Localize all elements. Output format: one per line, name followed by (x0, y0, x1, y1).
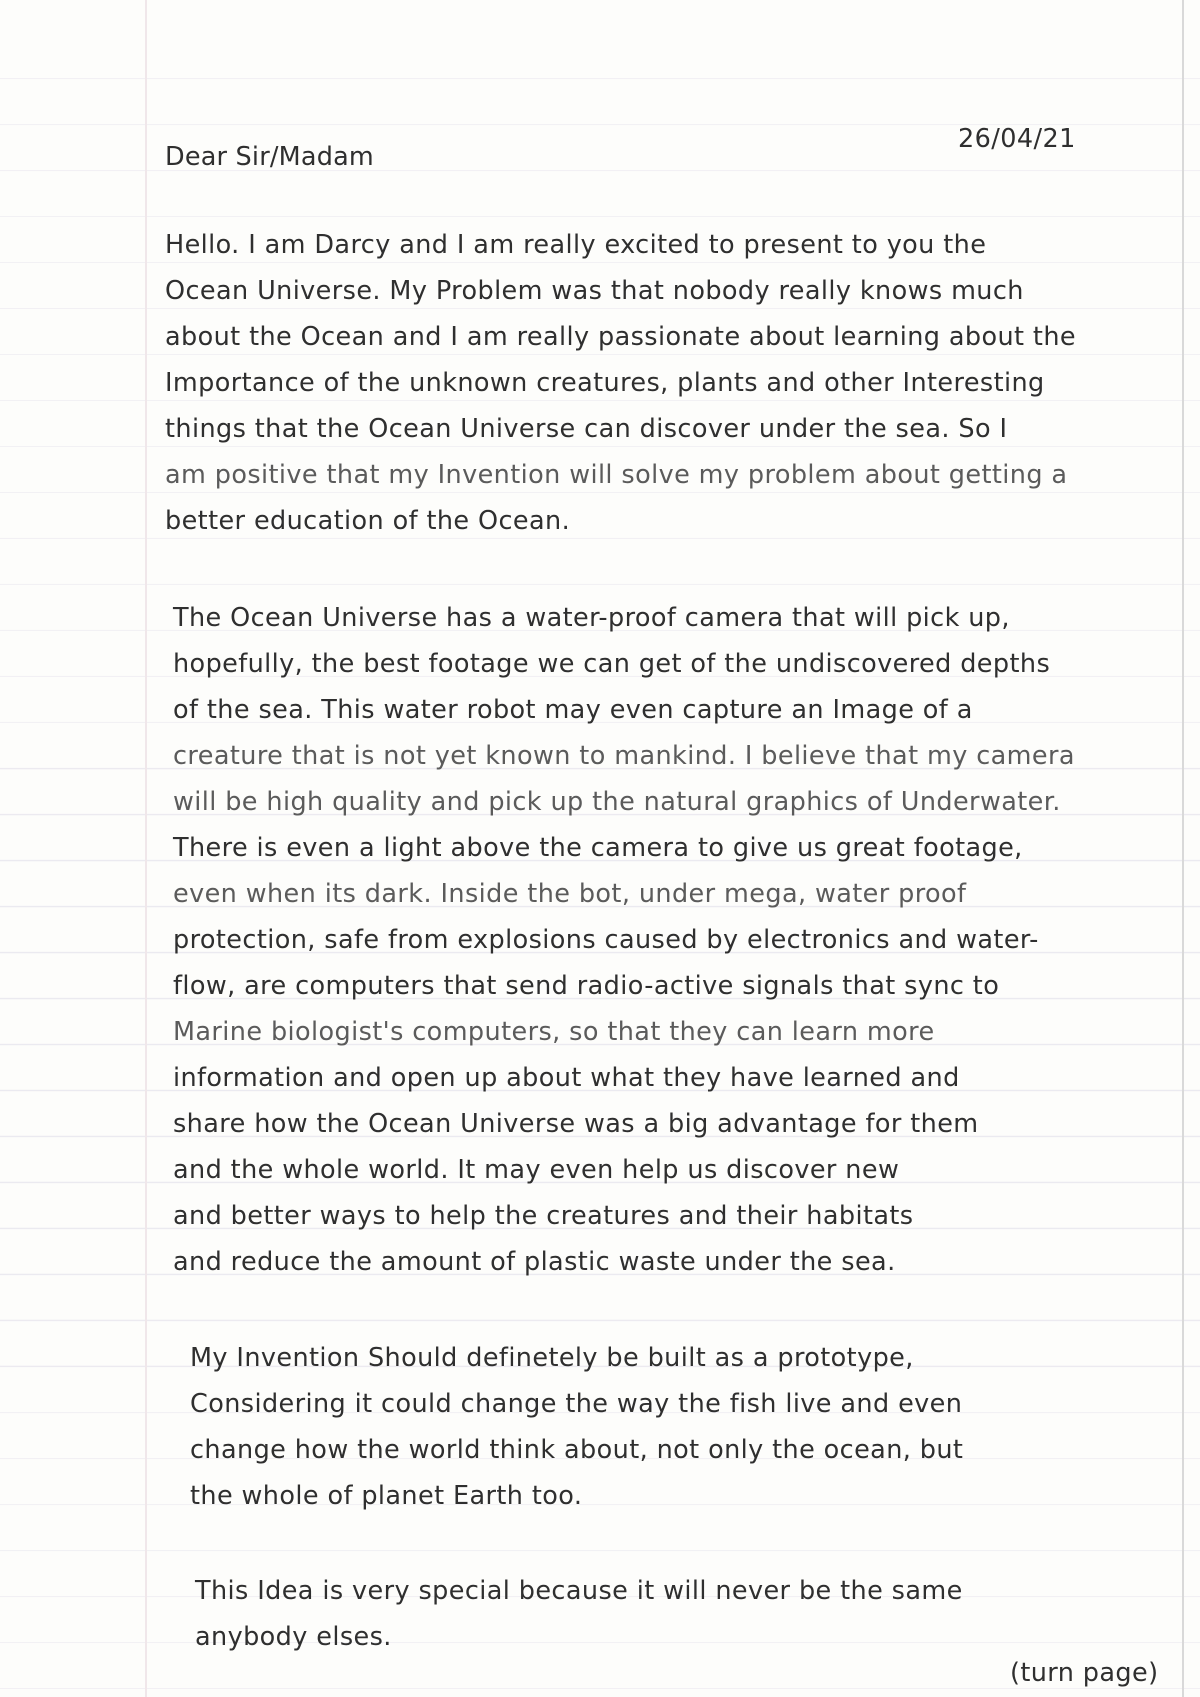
text-line: share how the Ocean Universe was a big advantage for them (173, 1109, 979, 1139)
text-line: Hello. I am Darcy and I am really excited to present to you the (165, 230, 987, 260)
text-line: and reduce the amount of plastic waste under the sea. (173, 1247, 896, 1277)
text-line: There is even a light above the camera to give us great footage, (173, 833, 1023, 863)
text-line: flow, are computers that send radio-active signals that sync to (173, 971, 1000, 1001)
margin-rule (145, 0, 147, 1697)
text-line: change how the world think about, not only the ocean, but (190, 1435, 964, 1465)
text-line: protection, safe from explosions caused by electronics and water- (173, 925, 1039, 955)
text-line: and the whole world. It may even help us discover new (173, 1155, 900, 1185)
text-line: creature that is not yet known to mankind. I believe that my camera (173, 741, 1075, 771)
text-line: and better ways to help the creatures and their habitats (173, 1201, 914, 1231)
paragraph-intro (165, 222, 1076, 544)
text-line: Marine biologist's computers, so that they can learn more (173, 1017, 935, 1047)
paragraph-closing (195, 1568, 963, 1660)
text-line: My Invention Should definetely be built as a prototype, (190, 1343, 914, 1373)
text-line: Importance of the unknown creatures, plants and other Interesting (165, 368, 1045, 398)
text-line: better education of the Ocean. (165, 506, 571, 536)
letter-date: 26/04/21 (958, 124, 1076, 154)
letter-greeting: Dear Sir/Madam (165, 142, 374, 172)
text-line: things that the Ocean Universe can discover under the sea. So I (165, 414, 1008, 444)
turn-page-note: (turn page) (1010, 1658, 1159, 1688)
text-line: The Ocean Universe has a water-proof camera that will pick up, (173, 603, 1010, 633)
text-line: of the sea. This water robot may even capture an Image of a (173, 695, 973, 725)
text-line: the whole of planet Earth too. (190, 1481, 583, 1511)
text-line: about the Ocean and I am really passionate about learning about the (165, 322, 1076, 352)
page-edge (1182, 0, 1184, 1697)
paragraph-prototype (190, 1335, 963, 1519)
text-line: Ocean Universe. My Problem was that nobody really knows much (165, 276, 1024, 306)
text-line: Considering it could change the way the fish live and even (190, 1389, 963, 1419)
text-line: will be high quality and pick up the natural graphics of Underwater. (173, 787, 1061, 817)
text-line: This Idea is very special because it will never be the same (195, 1576, 963, 1606)
text-line: even when its dark. Inside the bot, under mega, water proof (173, 879, 967, 909)
text-line: anybody elses. (195, 1622, 392, 1652)
text-line: hopefully, the best footage we can get of the undiscovered depths (173, 649, 1051, 679)
text-line: am positive that my Invention will solve my problem about getting a (165, 460, 1068, 490)
paragraph-description (173, 595, 1075, 1285)
text-line: information and open up about what they have learned and (173, 1063, 960, 1093)
